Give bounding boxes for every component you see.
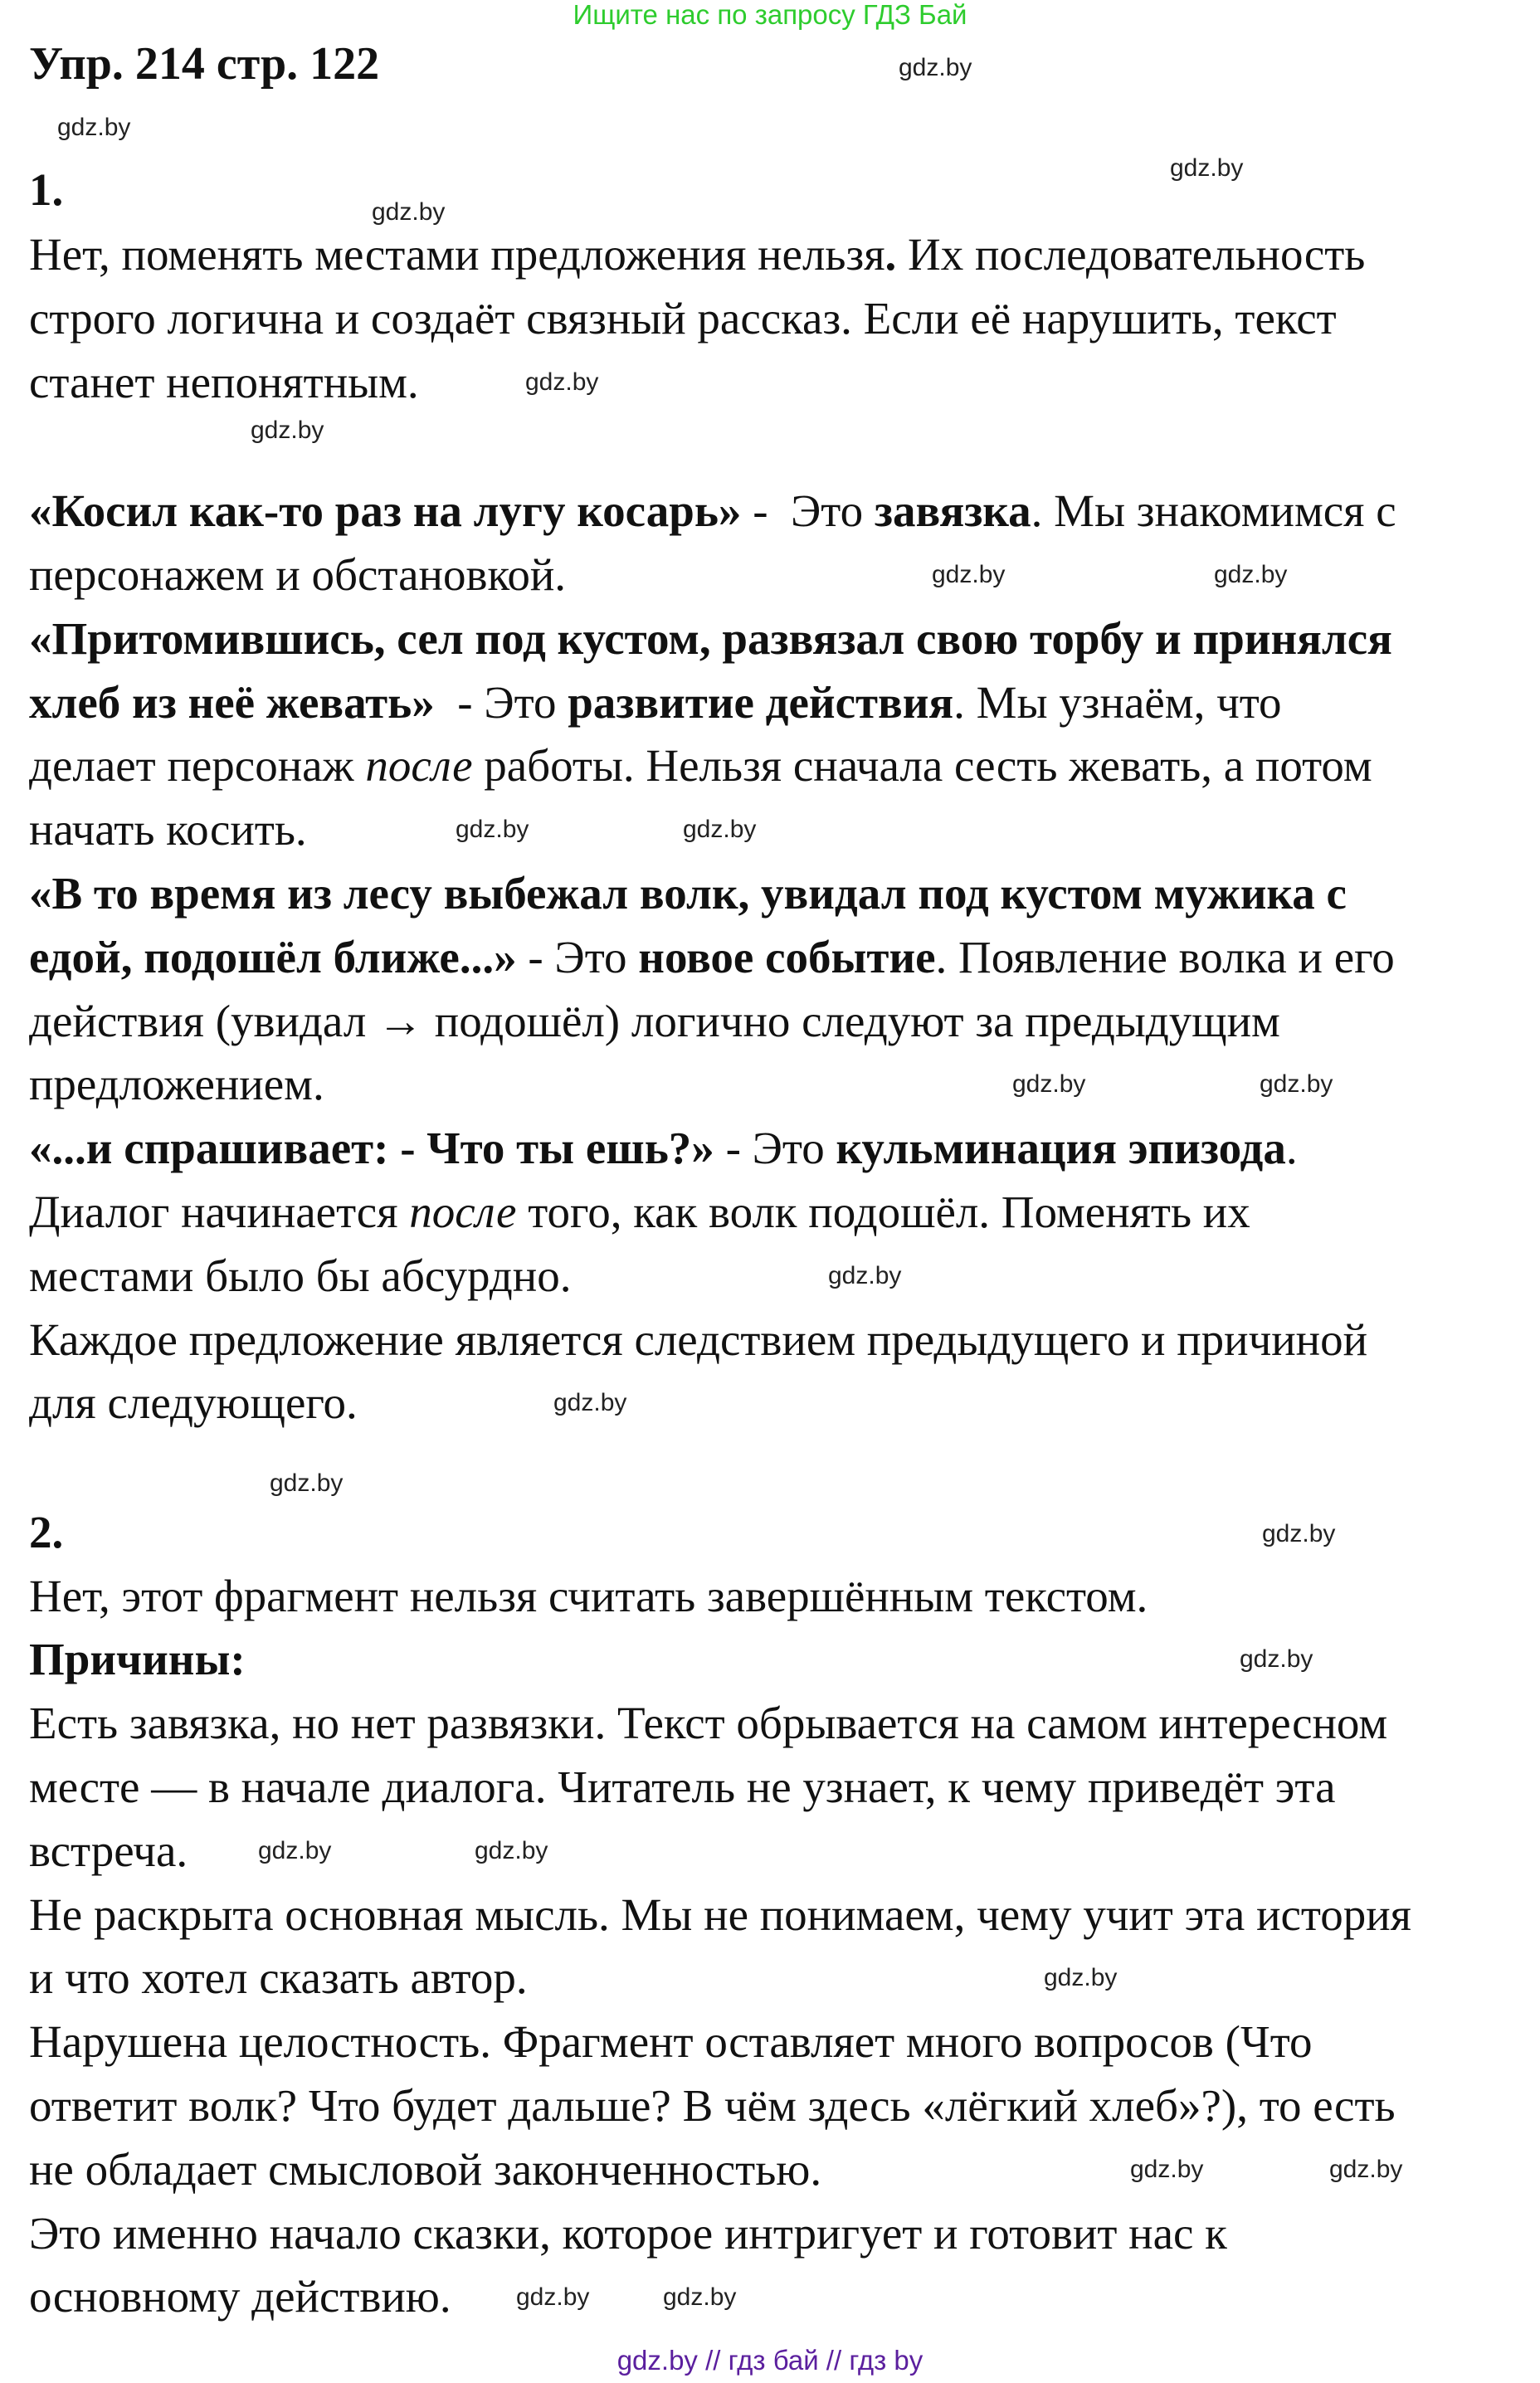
text-segment: основному действию. [29,2271,451,2322]
text-segment: для следующего. [29,1377,358,1428]
search-banner: Ищите нас по запросу ГДЗ Бай [573,0,967,30]
text-line [29,2012,1313,2072]
exercise-title: Упр. 214 стр. 122 [29,38,380,90]
text-line [29,1757,1335,1817]
text-segment: не обладает смысловой законченностью. [29,2144,822,2195]
watermark: gdz.by [57,114,131,141]
text-segment: Нет, поменять местами предложения нельзя [29,229,885,280]
watermark: gdz.by [1130,2156,1204,2183]
text-segment: - Это [741,485,875,536]
text-segment: делает персонаж [29,740,366,791]
text-line [29,225,1365,285]
text-segment: . Появление волка и его [935,932,1395,982]
text-line [29,289,1337,348]
italic-text: после [365,740,473,791]
watermark: gdz.by [932,561,1006,588]
bold-text: завязка [874,485,1031,536]
text-line [29,160,63,220]
text-line [29,928,1395,987]
bold-text: 2. [29,1507,64,1557]
text-segment: станет непонятным. [29,357,419,407]
text-line [29,1630,246,1689]
text-line [29,2140,821,2200]
text-segment: . [1285,1123,1298,1173]
bold-text: «...и спрашивает: - Что ты ешь?» [29,1123,714,1173]
text-line [29,1693,1387,1753]
bold-text: . [885,229,897,280]
text-segment: Есть завязка, но нет развязки. Текст обрывается на самом интересном [29,1698,1388,1748]
text-segment: . Мы узнаём, что [953,677,1282,728]
text-segment: встреча. [29,1825,188,1876]
bold-text: Причины: [29,1634,246,1684]
bold-text: «Притомившись, сел под кустом, развязал свою торбу и принялся [29,613,1392,664]
watermark: gdz.by [1214,561,1288,588]
text-line [29,1567,1148,1626]
text-segment: - Это [714,1123,836,1173]
text-line [29,992,1280,1051]
text-line [29,1373,358,1433]
text-line [29,1310,1367,1370]
watermark: gdz.by [828,1262,902,1289]
text-line [29,1246,571,1306]
text-segment: Нет, этот фрагмент нельзя считать завершённым текстом. [29,1571,1148,1621]
text-segment: строго логична и создаёт связный рассказ. Если её нарушить, текст [29,293,1337,344]
text-line [29,1885,1411,1945]
text-line [29,1821,188,1881]
italic-text: после [409,1187,517,1237]
text-line [29,2076,1396,2136]
watermark: gdz.by [270,1469,344,1497]
watermark: gdz.by [1170,154,1244,182]
watermark: gdz.by [1262,1520,1336,1547]
watermark: gdz.by [475,1837,548,1864]
text-line [29,353,419,412]
text-segment: местами было бы абсурдно. [29,1250,572,1301]
bold-text: едой, подошёл ближе...» [29,932,517,982]
text-segment: Каждое предложение является следствием предыдущего и причиной [29,1314,1368,1365]
text-line [29,1948,528,2008]
text-segment: начать косить. [29,804,307,855]
text-line [29,736,1372,796]
text-line [29,2267,451,2327]
text-segment: того, как волк подошёл. Поменять их [516,1187,1250,1237]
text-line [29,1055,324,1114]
text-segment: . Мы знакомимся с [1031,485,1396,536]
watermark: gdz.by [372,198,446,226]
watermark: gdz.by [1260,1070,1333,1098]
text-line [29,1182,1250,1242]
text-segment: и что хотел сказать автор. [29,1952,528,2003]
text-segment: действия (увидал → подошёл) логично следуют за предыдущим [29,996,1280,1046]
text-line [29,545,566,605]
watermark: gdz.by [1044,1964,1118,1991]
watermark: gdz.by [663,2283,737,2311]
text-segment: Нарушена целостность. Фрагмент оставляет много вопросов (Что [29,2016,1313,2067]
watermark: gdz.by [553,1389,627,1416]
footer-links[interactable]: gdz.by // гдз бай // гдз by [616,2345,924,2376]
text-line [29,673,1282,733]
watermark: gdz.by [258,1837,332,1864]
bold-text: новое событие [638,932,936,982]
bold-text: хлеб из неё жевать» [29,677,435,728]
watermark: gdz.by [1240,1645,1313,1673]
watermark: gdz.by [456,816,529,843]
watermark: gdz.by [1012,1070,1086,1098]
text-line [29,609,1392,669]
watermark: gdz.by [683,816,757,843]
text-segment: Это именно начало сказки, которое интригует и готовит нас к [29,2208,1227,2259]
text-segment: месте — в начале диалога. Читатель не узнает, к чему приведёт эта [29,1762,1336,1812]
text-segment: предложением. [29,1059,324,1109]
text-segment: - Это [434,677,568,728]
bold-text: развитие действия [568,677,954,728]
text-segment: - Это [516,932,639,982]
watermark: gdz.by [516,2283,590,2311]
watermark: gdz.by [251,417,324,444]
bold-text: «Косил как-то раз на лугу косарь» [29,485,742,536]
text-line [29,1503,63,1562]
text-line [29,2204,1227,2264]
bold-text: 1. [29,164,64,215]
bold-text: «В то время из лесу выбежал волк, увидал под кустом мужика с [29,868,1347,919]
text-line [29,1118,1298,1178]
watermark: gdz.by [899,54,972,81]
text-segment: работы. Нельзя сначала сесть жевать, а потом [472,740,1372,791]
text-segment: персонажем и обстановкой. [29,549,567,600]
text-line [29,481,1396,541]
text-line [29,864,1347,923]
text-line [29,800,307,860]
text-segment: Их последовательность [896,229,1366,280]
text-segment: ответит волк? Что будет дальше? В чём здесь «лёгкий хлеб»?), то есть [29,2080,1396,2131]
bold-text: кульминация эпизода [836,1123,1286,1173]
watermark: gdz.by [525,368,599,396]
text-segment: Не раскрыта основная мысль. Мы не понимаем, чему учит эта история [29,1889,1411,1940]
watermark: gdz.by [1329,2156,1403,2183]
text-segment: Диалог начинается [29,1187,410,1237]
